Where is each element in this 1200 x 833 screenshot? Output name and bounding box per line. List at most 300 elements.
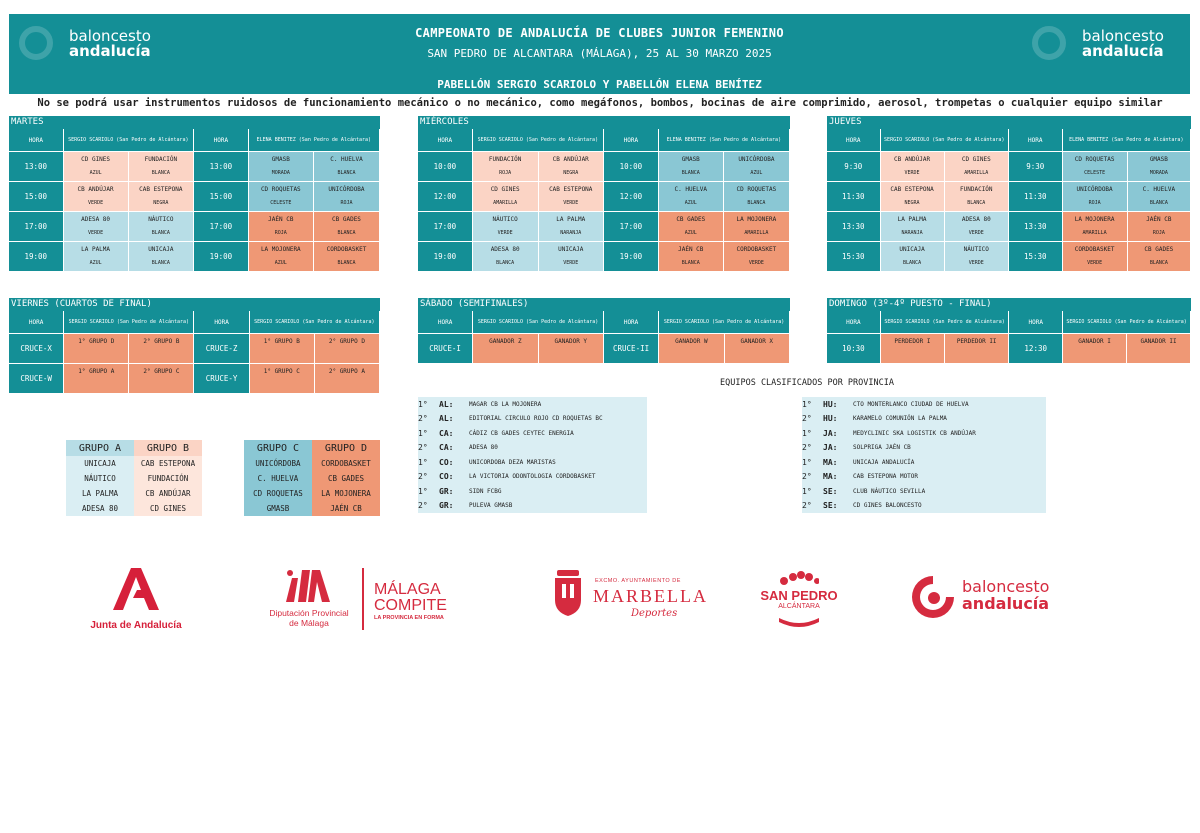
- team-home: 1° GRUPO D: [64, 334, 128, 349]
- province-position: 1°: [802, 399, 812, 409]
- kit-color: BLANCA: [314, 257, 379, 272]
- province-row: [418, 455, 647, 470]
- group-b-header: GRUPO B: [134, 440, 202, 456]
- kit-color: VERDE: [473, 227, 538, 242]
- malaga-compite-text: [374, 582, 447, 622]
- team-home: UNICÓRDOBA: [1063, 182, 1127, 197]
- kit-color: ROJA: [1128, 227, 1190, 242]
- team-home: CB ANDÚJAR: [64, 182, 128, 197]
- junta-andalucia-logo: [86, 568, 186, 631]
- match-time: 11:30: [827, 182, 880, 211]
- schedule-table: [826, 311, 1191, 364]
- kit-color: BLANCA: [1128, 197, 1190, 212]
- match-time: 12:30: [1009, 334, 1062, 363]
- province-abbr: CA:: [439, 443, 454, 453]
- kit-color: [64, 379, 128, 394]
- team-home: GMASB: [249, 152, 313, 167]
- hora-header: HORA: [1009, 129, 1062, 151]
- group-team: CB GADES: [312, 471, 380, 486]
- team-away: FUNDACIÓN: [945, 182, 1008, 197]
- team-away: NÁUTICO: [129, 212, 194, 227]
- kit-color: BLANCA: [129, 227, 194, 242]
- province-team: SIDN FCBG: [469, 487, 502, 495]
- team-home: CD GINES: [473, 182, 538, 197]
- team-home: ADESA 80: [64, 212, 128, 227]
- logo-text: baloncesto: [69, 27, 151, 45]
- group-c-header: GRUPO C: [244, 440, 312, 456]
- kit-color: AZUL: [724, 167, 789, 182]
- day-jueves: [827, 116, 1191, 272]
- province-row: [802, 484, 1046, 499]
- kit-color: BLANCA: [314, 167, 379, 182]
- team-home: NÁUTICO: [473, 212, 538, 227]
- basketball-swoosh-icon: [910, 574, 956, 620]
- day-viernes: [9, 298, 380, 394]
- venue-header: SERGIO SCARIOLO (San Pedro de Alcántara): [881, 311, 1009, 333]
- team-away: ADESA 80: [945, 212, 1008, 227]
- schedule-table: [417, 311, 790, 364]
- kit-color: [1127, 349, 1190, 364]
- team-away: CAB ESTEPONA: [129, 182, 194, 197]
- match-time: 11:30: [1009, 182, 1062, 211]
- team-home: C. HUELVA: [659, 182, 723, 197]
- venue-header: SERGIO SCARIOLO (San Pedro de Alcántara): [250, 311, 379, 333]
- kit-color: BLANCA: [945, 197, 1008, 212]
- day-title: DOMINGO (3º-4º PUESTO - FINAL): [827, 298, 1191, 311]
- kit-color: [250, 349, 314, 364]
- kit-color: ROJA: [1063, 197, 1127, 212]
- venue-header: ELENA BENITEZ (San Pedro de Alcántara): [1063, 129, 1190, 151]
- day-title: SÁBADO (SEMIFINALES): [418, 298, 790, 311]
- team-away: UNICAJA: [539, 242, 603, 257]
- team-away: UNICÓRDOBA: [314, 182, 379, 197]
- province-position: 1°: [802, 428, 812, 438]
- kit-color: AZUL: [659, 227, 723, 242]
- group-team: JAÉN CB: [312, 501, 380, 516]
- team-home: CAB ESTEPONA: [881, 182, 944, 197]
- hora-header: HORA: [194, 311, 248, 333]
- province-abbr: SE:: [823, 486, 838, 496]
- province-row: [418, 426, 647, 441]
- team-away: CB GADES: [314, 212, 379, 227]
- malaga-line: LA PROVINCIA EN FORMA: [374, 615, 444, 621]
- province-team: CLUB NÁUTICO SEVILLA: [853, 487, 926, 495]
- kit-color: [315, 349, 379, 364]
- group-team: CB ANDÚJAR: [134, 486, 202, 501]
- group-team: CORDOBASKET: [312, 456, 380, 471]
- diputacion-malaga-logo: [264, 568, 464, 632]
- province-row: [418, 412, 647, 427]
- team-home: CORDOBASKET: [1063, 242, 1127, 257]
- kit-color: [945, 349, 1008, 364]
- kit-color: NEGRA: [539, 167, 603, 182]
- province-position: 1°: [418, 457, 428, 467]
- kit-color: [129, 379, 193, 394]
- team-away: NÁUTICO: [945, 242, 1008, 257]
- marbella-text: MARBELLA: [593, 586, 708, 606]
- hora-header: HORA: [604, 311, 658, 333]
- team-away: GANADOR II: [1127, 334, 1190, 349]
- group-a-header: GRUPO A: [66, 440, 134, 456]
- kit-color: [1063, 349, 1126, 364]
- notice-text: No se podrá usar instrumentos ruidosos de funcionamiento mecánico o no mecánico, como megáfonos, bombos, bocinas de aire comprimido, aerosol, trompetas o cualquier equipo similar: [37, 97, 1163, 109]
- province-abbr: JA:: [823, 428, 838, 438]
- team-home: 1° GRUPO C: [250, 364, 314, 379]
- team-away: CD ROQUETAS: [724, 182, 789, 197]
- venue-header: SERGIO SCARIOLO (San Pedro de Alcántara): [881, 129, 1008, 151]
- kit-color: [473, 349, 537, 364]
- hora-header: HORA: [194, 129, 248, 151]
- match-time: 17:00: [194, 212, 248, 241]
- kit-color: AZUL: [659, 197, 723, 212]
- group-team: GMASB: [244, 501, 312, 516]
- team-home: GMASB: [659, 152, 723, 167]
- team-away: JAÉN CB: [1128, 212, 1190, 227]
- diputacion-line: de Málaga: [289, 618, 329, 628]
- team-away: CORDOBASKET: [724, 242, 789, 257]
- team-away: CAB ESTEPONA: [539, 182, 603, 197]
- team-home: CB GADES: [659, 212, 723, 227]
- province-position: 1°: [802, 457, 812, 467]
- day-title: VIERNES (CUARTOS DE FINAL): [9, 298, 380, 311]
- hora-header: HORA: [418, 129, 472, 151]
- province-abbr: AL:: [439, 399, 454, 409]
- kit-color: VERDE: [1063, 257, 1127, 272]
- province-position: 2°: [418, 443, 428, 453]
- group-team: CD GINES: [134, 501, 202, 516]
- team-away: 2° GRUPO A: [315, 364, 379, 379]
- kit-color: BLANCA: [129, 167, 194, 182]
- match-time: 15:00: [194, 182, 248, 211]
- venue-header: SERGIO SCARIOLO (San Pedro de Alcántara): [473, 311, 603, 333]
- team-home: JAÉN CB: [659, 242, 723, 257]
- kit-color: BLANCA: [881, 257, 944, 272]
- kit-color: AMARILLA: [473, 197, 538, 212]
- team-home: CD GINES: [64, 152, 128, 167]
- kit-color: BLANCA: [724, 197, 789, 212]
- kit-color: VERDE: [881, 167, 944, 182]
- province-position: 2°: [802, 443, 812, 453]
- match-time: CRUCE-Y: [194, 364, 248, 393]
- baloncesto-andalucia-logo: [1032, 24, 1162, 64]
- schedule-table: [8, 129, 380, 272]
- diputacion-icon: [284, 570, 332, 604]
- fab-text: baloncesto: [962, 577, 1050, 596]
- kit-color: CELESTE: [249, 197, 313, 212]
- hora-header: HORA: [418, 311, 472, 333]
- province-position: 1°: [418, 486, 428, 496]
- match-time: CRUCE-I: [418, 334, 472, 363]
- match-time: 15:30: [1009, 242, 1062, 271]
- group-team: LA MOJONERA: [312, 486, 380, 501]
- province-row: [418, 470, 647, 485]
- team-home: CB ANDÚJAR: [881, 152, 944, 167]
- marbella-deportes-text: Deportes: [631, 608, 678, 619]
- hora-header: HORA: [9, 311, 63, 333]
- junta-a-icon: [111, 568, 161, 612]
- kit-color: ROJA: [249, 227, 313, 242]
- province-position: 1°: [418, 428, 428, 438]
- team-away: CB GADES: [1128, 242, 1190, 257]
- kit-color: MORADA: [1128, 167, 1190, 182]
- province-abbr: GR:: [439, 501, 454, 511]
- group-team: C. HUELVA: [244, 471, 312, 486]
- province-row: [802, 455, 1046, 470]
- kit-color: VERDE: [724, 257, 789, 272]
- venue-header: SERGIO SCARIOLO (San Pedro de Alcántara): [64, 129, 194, 151]
- kit-color: AMARILLA: [724, 227, 789, 242]
- province-abbr: CA:: [439, 428, 454, 438]
- kit-color: NEGRA: [129, 197, 194, 212]
- province-position: 1°: [418, 399, 428, 409]
- group-team: CD ROQUETAS: [244, 486, 312, 501]
- match-time: 17:00: [604, 212, 658, 241]
- province-team: EDITORIAL CIRCULO ROJO CD ROQUETAS BC: [469, 415, 603, 423]
- province-position: 2°: [418, 501, 428, 511]
- team-away: 2° GRUPO B: [129, 334, 193, 349]
- match-time: 10:00: [418, 152, 472, 181]
- malaga-line: COMPITE: [374, 597, 447, 614]
- match-time: 15:30: [827, 242, 880, 271]
- kit-color: [881, 349, 944, 364]
- venue-header: SERGIO SCARIOLO (San Pedro de Alcántara): [473, 129, 603, 151]
- province-team: ADESA 80: [469, 444, 498, 452]
- match-time: 13:00: [194, 152, 248, 181]
- logo-text: baloncesto: [1082, 27, 1164, 45]
- malaga-line: MÁLAGA: [374, 581, 441, 598]
- team-home: CD ROQUETAS: [1063, 152, 1127, 167]
- province-row: [418, 499, 647, 514]
- crown-icon: [779, 570, 819, 586]
- kit-color: VERDE: [539, 197, 603, 212]
- team-home: FUNDACIÓN: [473, 152, 538, 167]
- group-team: FUNDACIÓN: [134, 471, 202, 486]
- province-team: MAGAR CB LA MOJONERA: [469, 400, 542, 408]
- day-title: JUEVES: [827, 116, 1191, 129]
- match-time: 17:00: [9, 212, 63, 241]
- team-away: C. HUELVA: [314, 152, 379, 167]
- province-abbr: MA:: [823, 472, 838, 482]
- province-team: LA VICTORIA ODONTOLOGIA CORDOBASKET: [469, 473, 596, 481]
- team-away: C. HUELVA: [1128, 182, 1190, 197]
- kit-color: BLANCA: [314, 227, 379, 242]
- day-title: MARTES: [9, 116, 380, 129]
- provinces-title: EQUIPOS CLASIFICADOS POR PROVINCIA: [720, 378, 894, 388]
- team-home: LA PALMA: [881, 212, 944, 227]
- province-row: [418, 484, 647, 499]
- page-title: CAMPEONATO DE ANDALUCÍA DE CLUBES JUNIOR FEMENINO: [415, 26, 784, 40]
- province-abbr: HU:: [823, 399, 838, 409]
- team-away: GMASB: [1128, 152, 1190, 167]
- kit-color: CELESTE: [1063, 167, 1127, 182]
- hora-header: HORA: [827, 311, 880, 333]
- kit-color: VERDE: [64, 227, 128, 242]
- team-home: LA PALMA: [64, 242, 128, 257]
- day-martes: [9, 116, 380, 272]
- groups-ab-table: [66, 440, 202, 516]
- kit-color: [659, 349, 723, 364]
- team-home: GANADOR Z: [473, 334, 537, 349]
- group-team: LA PALMA: [66, 486, 134, 501]
- team-away: LA MOJONERA: [724, 212, 789, 227]
- groups-cd-table: [244, 440, 380, 516]
- province-abbr: GR:: [439, 486, 454, 496]
- provinces-list-left: [418, 397, 647, 513]
- team-away: GANADOR X: [725, 334, 789, 349]
- team-away: UNICÓRDOBA: [724, 152, 789, 167]
- team-away: FUNDACIÓN: [129, 152, 194, 167]
- marbella-logo: [553, 568, 708, 632]
- provinces-list-right: [802, 397, 1046, 513]
- group-team: ADESA 80: [66, 501, 134, 516]
- province-team: UNICORDOBA DEZA MARISTAS: [469, 458, 556, 466]
- day-sabado: [418, 298, 790, 364]
- match-time: 13:30: [1009, 212, 1062, 241]
- province-team: PULEVA GMASB: [469, 502, 513, 510]
- match-time: 10:30: [827, 334, 880, 363]
- match-time: 19:00: [9, 242, 63, 271]
- group-team: UNICÓRDOBA: [244, 456, 312, 471]
- kit-color: BLANCA: [659, 167, 723, 182]
- header-banner: [9, 14, 1190, 94]
- kit-color: BLANCA: [1128, 257, 1190, 272]
- province-row: [802, 499, 1046, 514]
- match-time: 19:00: [604, 242, 658, 271]
- match-time: 10:00: [604, 152, 658, 181]
- province-row: [418, 397, 647, 412]
- san-pedro-logo: [754, 568, 844, 632]
- kit-color: VERDE: [945, 227, 1008, 242]
- province-team: MEDYCLINIC SKA LOGISTIK CB ANDÚJAR: [853, 429, 976, 437]
- match-time: CRUCE-W: [9, 364, 63, 393]
- team-home: UNICAJA: [881, 242, 944, 257]
- province-position: 2°: [802, 414, 812, 424]
- venues-title: PABELLÓN SERGIO SCARIOLO Y PABELLÓN ELENA BENÍTEZ: [437, 78, 762, 91]
- hora-header: HORA: [604, 129, 658, 151]
- diputacion-line: Diputación Provincial: [269, 608, 349, 618]
- venue-header: ELENA BENITEZ (San Pedro de Alcántara): [659, 129, 789, 151]
- marbella-shield-icon: [553, 570, 583, 616]
- day-domingo: [827, 298, 1191, 364]
- marbella-top-text: EXCMO. AYUNTAMIENTO DE: [595, 578, 681, 584]
- province-team: SOLPRIGA JAÉN CB: [853, 444, 911, 452]
- kit-color: ROJA: [473, 167, 538, 182]
- team-away: CD GINES: [945, 152, 1008, 167]
- team-home: GANADOR I: [1063, 334, 1126, 349]
- kit-color: BLANCA: [659, 257, 723, 272]
- sponsor-logos: [0, 562, 1200, 640]
- kit-color: AZUL: [64, 167, 128, 182]
- province-position: 2°: [418, 472, 428, 482]
- province-team: UNICAJA ANDALUCÍA: [853, 458, 915, 466]
- match-time: CRUCE-X: [9, 334, 63, 363]
- kit-color: [250, 379, 314, 394]
- group-d-header: GRUPO D: [312, 440, 380, 456]
- province-team: KARAMELO COMUNIÓN LA PALMA: [853, 415, 947, 423]
- group-team: NÁUTICO: [66, 471, 134, 486]
- kit-color: BLANCA: [129, 257, 194, 272]
- province-row: [802, 470, 1046, 485]
- province-row: [802, 441, 1046, 456]
- province-position: 2°: [418, 414, 428, 424]
- province-team: CD GINES BALONCESTO: [853, 502, 922, 510]
- day-miercoles: [418, 116, 790, 272]
- hora-header: HORA: [827, 129, 880, 151]
- team-away: CB ANDÚJAR: [539, 152, 603, 167]
- kit-color: ROJA: [314, 197, 379, 212]
- venue-header: SERGIO SCARIOLO (San Pedro de Alcántara): [64, 311, 193, 333]
- team-away: LA PALMA: [539, 212, 603, 227]
- province-position: 2°: [802, 501, 812, 511]
- match-time: CRUCE-Z: [194, 334, 248, 363]
- team-home: 1° GRUPO B: [250, 334, 314, 349]
- team-away: PERDEDOR II: [945, 334, 1008, 349]
- kit-color: [539, 349, 603, 364]
- team-home: GANADOR W: [659, 334, 723, 349]
- province-abbr: CO:: [439, 472, 454, 482]
- divider: [362, 568, 364, 630]
- province-team: CAB ESTEPONA MOTOR: [853, 473, 919, 481]
- wave-icon: [779, 614, 819, 628]
- province-abbr: MA:: [823, 457, 838, 467]
- team-home: LA MOJONERA: [249, 242, 313, 257]
- match-time: CRUCE-II: [604, 334, 658, 363]
- fab-logo: [910, 574, 1055, 624]
- match-time: 17:00: [418, 212, 472, 241]
- schedule-table: [417, 129, 790, 272]
- match-time: 9:30: [1009, 152, 1062, 181]
- province-position: 1°: [802, 486, 812, 496]
- team-away: UNICAJA: [129, 242, 194, 257]
- province-team: CTO MONTERLANCO CIUDAD DE HUELVA: [853, 400, 969, 408]
- match-time: 13:00: [9, 152, 63, 181]
- province-abbr: CO:: [439, 457, 454, 467]
- venue-header: SERGIO SCARIOLO (San Pedro de Alcántara): [1063, 311, 1190, 333]
- team-home: CD ROQUETAS: [249, 182, 313, 197]
- team-home: PERDEDOR I: [881, 334, 944, 349]
- province-abbr: AL:: [439, 414, 454, 424]
- day-title: MIÉRCOLES: [418, 116, 790, 129]
- match-time: 12:00: [418, 182, 472, 211]
- province-abbr: JA:: [823, 443, 838, 453]
- kit-color: NARANJA: [539, 227, 603, 242]
- alcantara-text: ALCÁNTARA: [778, 603, 820, 610]
- kit-color: MORADA: [249, 167, 313, 182]
- junta-text: Junta de Andalucía: [90, 620, 182, 631]
- province-row: [802, 412, 1046, 427]
- match-time: 13:30: [827, 212, 880, 241]
- kit-color: NARANJA: [881, 227, 944, 242]
- province-row: [802, 397, 1046, 412]
- kit-color: AZUL: [249, 257, 313, 272]
- venue-header: SERGIO SCARIOLO (San Pedro de Alcántara): [659, 311, 789, 333]
- match-time: 19:00: [418, 242, 472, 271]
- province-position: 2°: [802, 472, 812, 482]
- team-home: ADESA 80: [473, 242, 538, 257]
- group-team: UNICAJA: [66, 456, 134, 471]
- team-home: JAÉN CB: [249, 212, 313, 227]
- schedule-table: [826, 129, 1191, 272]
- kit-color: AZUL: [64, 257, 128, 272]
- kit-color: [64, 349, 128, 364]
- team-away: 2° GRUPO C: [129, 364, 193, 379]
- province-abbr: SE:: [823, 501, 838, 511]
- logo-text: andalucía: [69, 42, 151, 60]
- match-time: 12:00: [604, 182, 658, 211]
- kit-color: [725, 349, 789, 364]
- kit-color: AMARILLA: [945, 167, 1008, 182]
- hora-header: HORA: [9, 129, 63, 151]
